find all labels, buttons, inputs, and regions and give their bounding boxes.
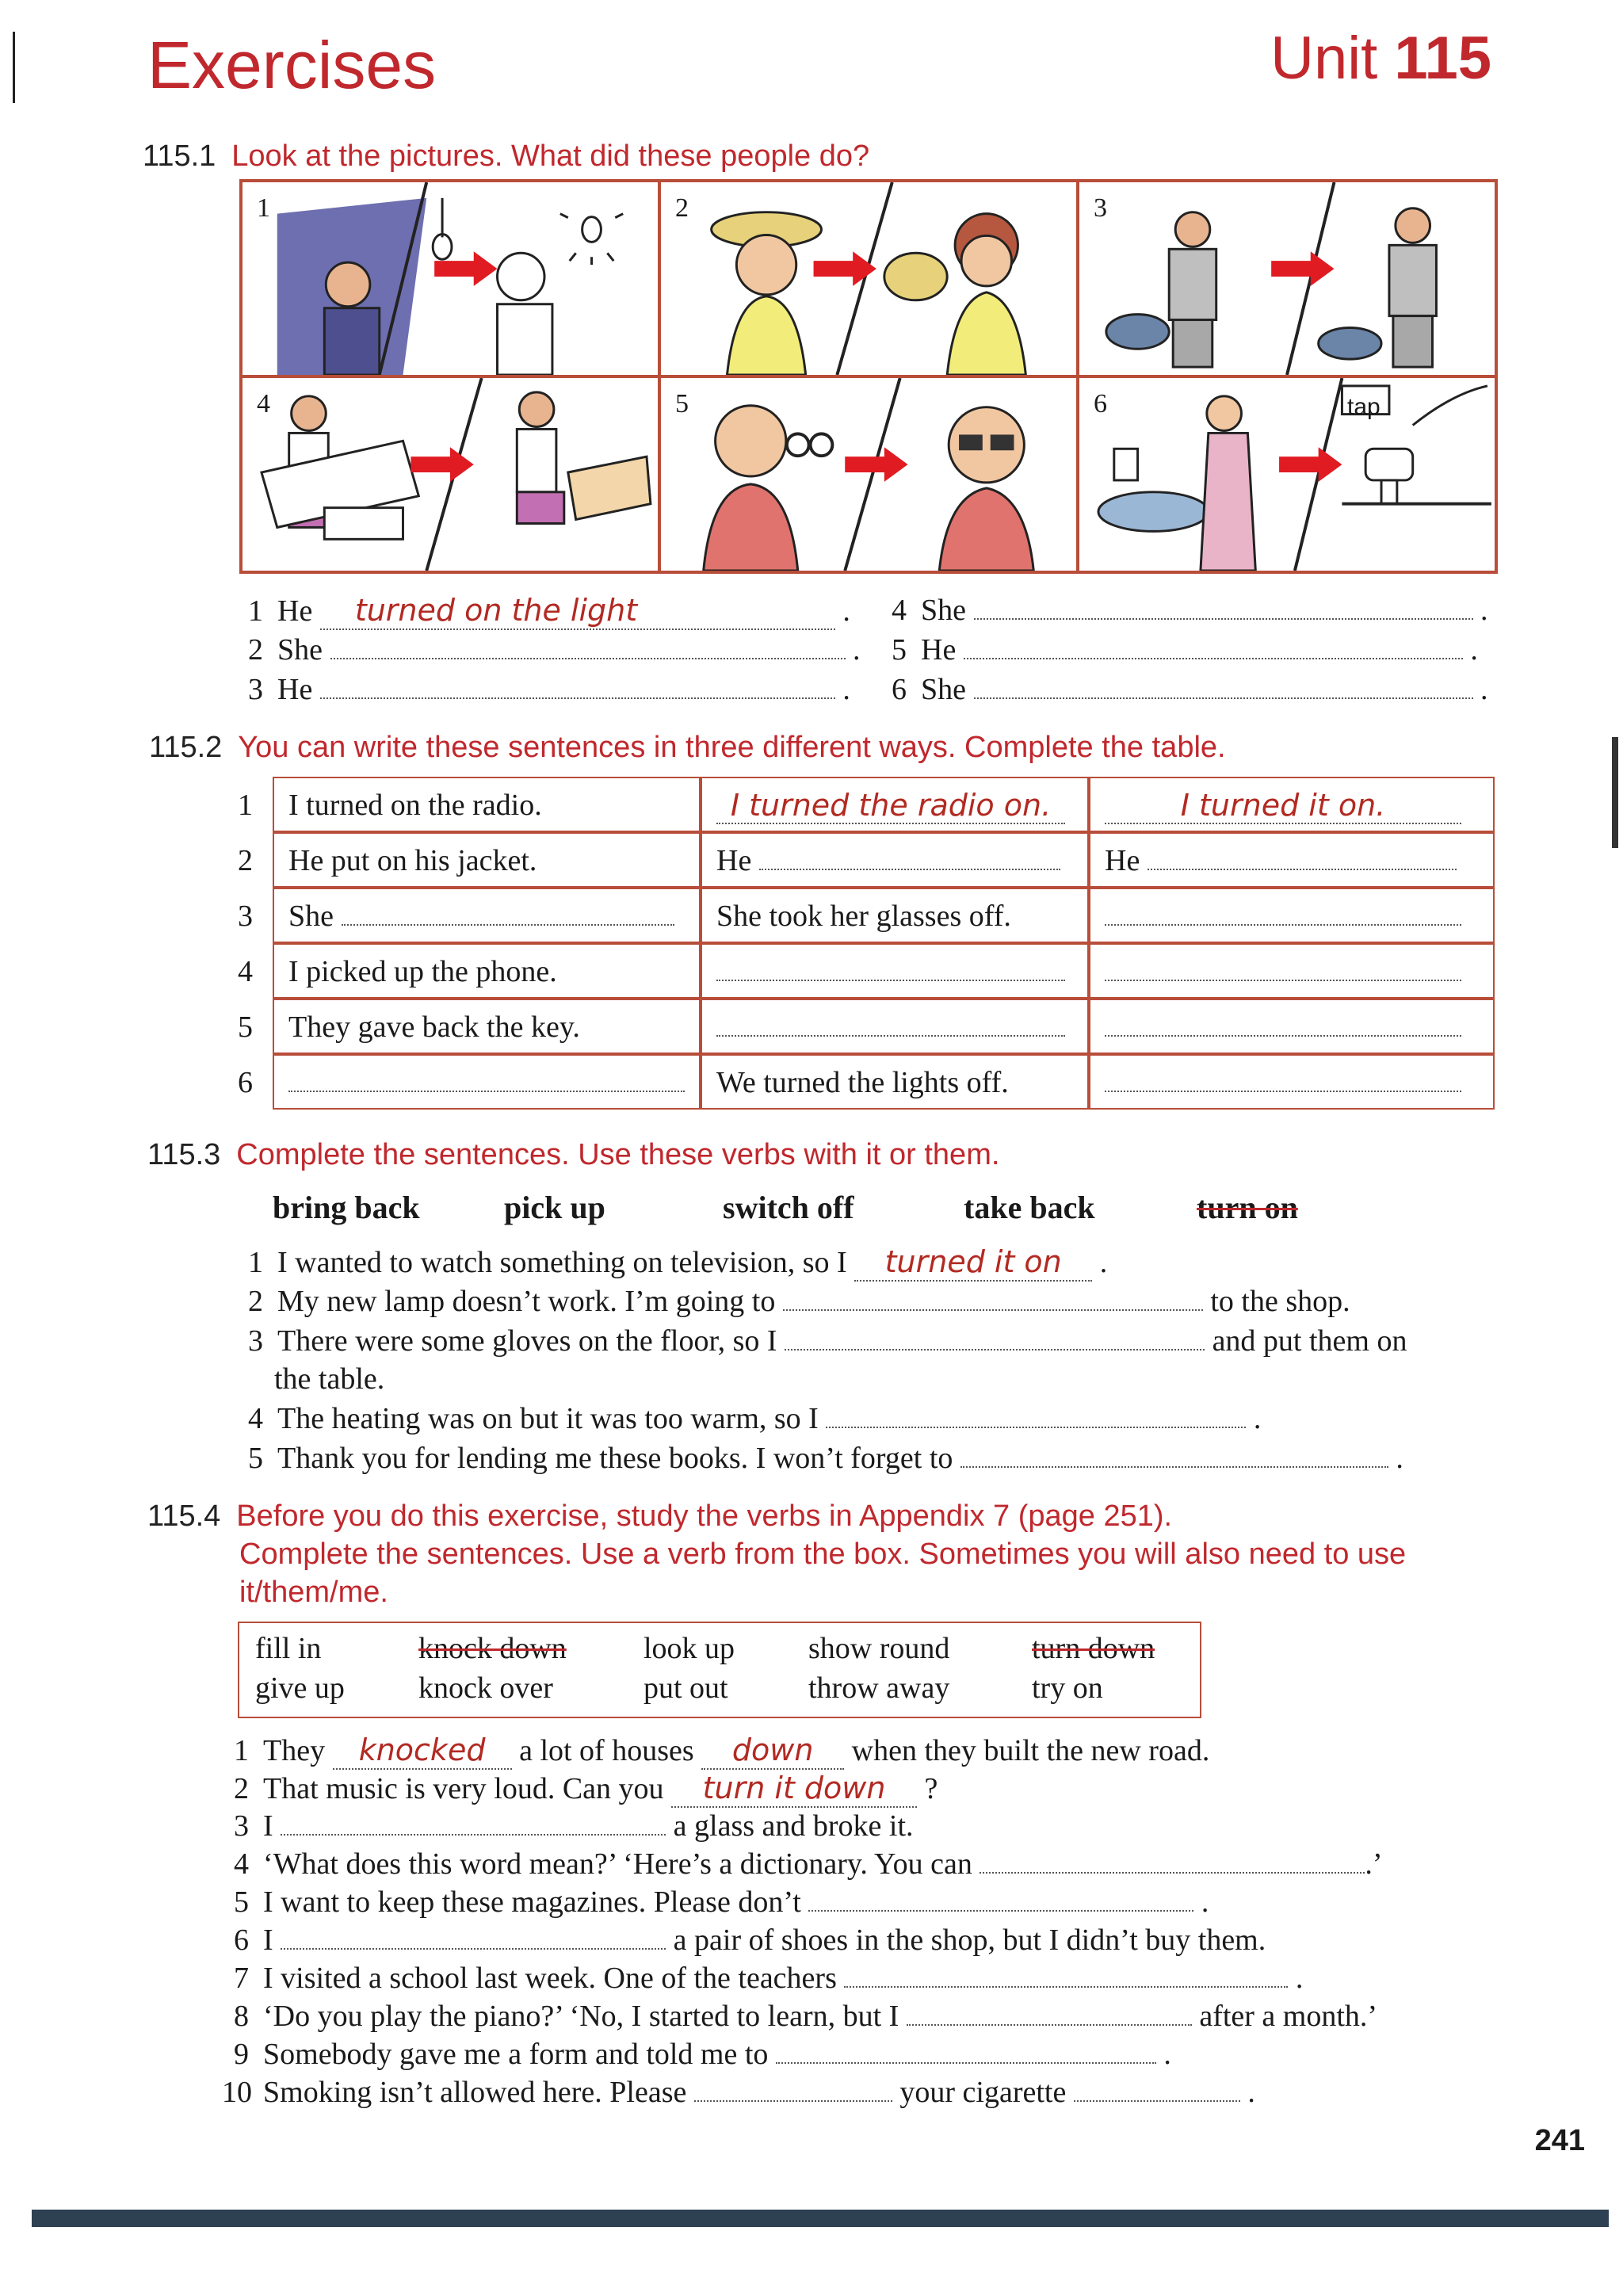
table-cell[interactable] — [1089, 1054, 1495, 1110]
table-row — [273, 888, 1495, 943]
line-end: a pair of shoes in the shop, but I didn’t buy them. — [673, 1924, 1266, 1957]
picture-number: 3 — [1094, 193, 1107, 223]
exercise-115-4-heading — [147, 1499, 1172, 1534]
picture-number: 6 — [1094, 389, 1107, 418]
line-subject: She — [277, 633, 323, 667]
exercise-number: 115.1 — [143, 139, 216, 173]
table-cell: I turned on the radio. — [273, 777, 701, 832]
handwritten-answer: I turned it on. — [1105, 788, 1461, 824]
ex4-line-4 — [222, 1847, 1383, 1881]
table-cell: We turned the lights off. — [701, 1054, 1089, 1110]
cell-prefix: She — [288, 900, 334, 933]
verb-option: bring back — [273, 1190, 420, 1225]
answer-blank[interactable] — [281, 1948, 666, 1950]
handwritten-answer: turn it down — [702, 1771, 886, 1805]
handwritten-answer: knocked — [358, 1733, 486, 1767]
answer-blank[interactable] — [783, 1309, 1203, 1311]
table-cell[interactable] — [701, 832, 1089, 888]
ex1-line-6: 6 She . — [880, 672, 1488, 707]
box-verb: knock over — [418, 1671, 553, 1705]
line-number: 5 — [234, 1885, 249, 1919]
ex1-line-3: 3 He . — [236, 672, 850, 707]
glasses-illustration — [661, 378, 1076, 571]
unit-number: 115 — [1394, 25, 1491, 92]
answer-blank[interactable] — [826, 1427, 1246, 1428]
line-end: . — [1201, 1885, 1209, 1919]
exercise-number: 115.4 — [147, 1499, 221, 1533]
line-text: Thank you for lending me these books. I won’t forget to — [277, 1442, 953, 1475]
line-number: 5 — [892, 633, 907, 667]
exercise-number: 115.3 — [147, 1138, 221, 1171]
table-row — [273, 999, 1495, 1054]
handwritten-answer: down — [731, 1733, 814, 1767]
picture-2 — [659, 181, 1078, 376]
box-verb-used: turn down — [1032, 1632, 1155, 1665]
row-number: 6 — [238, 1066, 253, 1099]
table-cell[interactable] — [273, 888, 701, 943]
box-verb: look up — [643, 1632, 735, 1665]
answer-blank[interactable] — [974, 697, 1473, 699]
picture-number: 2 — [675, 193, 689, 223]
line-end: and put them on — [1212, 1324, 1407, 1358]
handwritten-answer: turned it on — [884, 1244, 1062, 1279]
line-subject: He — [277, 594, 313, 628]
line-text: ‘Do you play the piano?’ ‘No, I started to learn, but I — [263, 2000, 899, 2033]
box-verb: try on — [1032, 1671, 1103, 1705]
ex4-line-5 — [222, 1885, 1209, 1920]
line-end: after a month.’ — [1199, 2000, 1378, 2033]
verb-option: take back — [964, 1190, 1095, 1225]
line-number: 5 — [248, 1442, 263, 1475]
line-end: a glass and broke it. — [673, 1809, 914, 1843]
box-verb: give up — [255, 1671, 345, 1705]
hat-illustration — [661, 182, 1076, 375]
line-text: Somebody gave me a form and told me to — [263, 2038, 769, 2071]
table-cell[interactable] — [273, 1054, 701, 1110]
line-number: 3 — [248, 1324, 263, 1358]
exercise-115-2-heading — [149, 731, 1226, 765]
line-number: 1 — [248, 1246, 263, 1279]
answer-blank[interactable] — [694, 2100, 892, 2102]
ex3-line-1 — [236, 1244, 1107, 1282]
line-end: . — [1247, 2076, 1255, 2109]
table-cell: They gave back the key. — [273, 999, 701, 1054]
answer-blank[interactable] — [974, 618, 1473, 620]
line-text: There were some gloves on the floor, so I — [277, 1324, 777, 1358]
box-verb: fill in — [255, 1632, 322, 1665]
table-cell: He put on his jacket. — [273, 832, 701, 888]
answer-blank[interactable] — [808, 1910, 1193, 1912]
line-text: Smoking isn’t allowed here. Please — [263, 2076, 687, 2109]
exercise-115-1-heading — [143, 139, 869, 174]
line-text: My new lamp doesn’t work. I’m going to — [277, 1285, 776, 1318]
line-number: 8 — [234, 2000, 249, 2033]
table-cell[interactable] — [1089, 999, 1495, 1054]
ex3-line-5 — [236, 1441, 1403, 1476]
line-text: I visited a school last week. One of the teachers — [263, 1962, 837, 1995]
tap-label: tap — [1347, 394, 1381, 420]
line-end: . — [1295, 1962, 1304, 1995]
ex4-line-7 — [222, 1961, 1303, 1996]
line-number: 3 — [234, 1809, 249, 1843]
unit-title — [1270, 24, 1491, 93]
row-number: 5 — [238, 1010, 253, 1044]
verb-option: pick up — [504, 1190, 605, 1225]
answer-blank[interactable] — [785, 1349, 1205, 1350]
exercise-number: 115.2 — [149, 731, 223, 764]
ex1-line-2: 2 She . — [236, 632, 861, 667]
line-end: when they built the new road. — [851, 1734, 1210, 1767]
line-end: . — [1099, 1246, 1108, 1279]
answer-blank[interactable] — [776, 2062, 1156, 2064]
line-number: 1 — [248, 594, 263, 628]
ex3-line-4 — [236, 1401, 1261, 1436]
ex3-line-3 — [236, 1324, 1407, 1358]
cell-prefix: He — [1105, 844, 1140, 877]
binding-rule — [13, 32, 15, 103]
line-number: 4 — [248, 1402, 263, 1435]
answer-blank[interactable] — [964, 658, 1463, 659]
row-number: 4 — [238, 955, 253, 988]
table-cell[interactable] — [1089, 888, 1495, 943]
line-end: . — [1163, 2038, 1171, 2071]
picture-3 — [1078, 181, 1496, 376]
answer-blank[interactable] — [320, 697, 835, 699]
line-subject: He — [277, 673, 313, 706]
sofa-illustration — [242, 378, 658, 571]
margin-marker — [1612, 737, 1618, 848]
row-number: 2 — [238, 844, 253, 877]
answer-blank[interactable] — [281, 1834, 666, 1836]
table-cell[interactable] — [1089, 943, 1495, 999]
exercise-115-3-heading — [147, 1138, 999, 1172]
exercise-instruction: Complete the sentences. Use a verb from the box. Sometimes you will also need to use — [239, 1538, 1407, 1571]
line-number: 2 — [248, 633, 263, 667]
rewrite-table — [273, 777, 1495, 1110]
line-text: They — [263, 1734, 326, 1767]
line-number: 2 — [248, 1285, 263, 1318]
line-number: 4 — [234, 1847, 249, 1881]
verb-option-used: turn on — [1197, 1190, 1298, 1225]
cell-prefix: He — [716, 844, 752, 877]
ex3-line-3-continued: the table. — [274, 1362, 385, 1396]
line-text: I want to keep these magazines. Please don’t — [263, 1885, 801, 1919]
line-end: . — [1396, 1442, 1403, 1475]
handwritten-answer: turned on the light — [354, 593, 638, 628]
table-cell[interactable] — [1089, 832, 1495, 888]
ex3-line-2 — [236, 1284, 1350, 1319]
unit-label: Unit — [1270, 25, 1378, 92]
table-cell: She took her glasses off. — [701, 888, 1089, 943]
line-number: 10 — [222, 2076, 252, 2109]
light-switch-illustration — [242, 182, 658, 375]
box-verb: show round — [808, 1632, 950, 1665]
line-end: ? — [924, 1772, 938, 1805]
line-number: 6 — [234, 1924, 249, 1957]
picture-number: 4 — [257, 389, 270, 418]
line-text: I — [263, 1809, 273, 1843]
table-row — [273, 943, 1495, 999]
table-row — [273, 832, 1495, 888]
tap-illustration — [1079, 378, 1495, 571]
table-cell — [701, 777, 1089, 832]
line-subject: She — [921, 594, 966, 627]
line-number: 4 — [892, 594, 907, 627]
table-cell: I picked up the phone. — [273, 943, 701, 999]
line-number: 6 — [892, 673, 907, 706]
page-title: Exercises — [147, 28, 437, 102]
picture-1 — [241, 181, 659, 376]
line-subject: She — [921, 673, 966, 706]
line-number: 1 — [234, 1734, 249, 1767]
ex4-line-2 — [222, 1771, 938, 1808]
table-row — [273, 1054, 1495, 1110]
box-verb: throw away — [808, 1671, 950, 1705]
line-text: ‘What does this word mean?’ ‘Here’s a dictionary. You can — [263, 1847, 972, 1881]
line-end: .’ — [1365, 1847, 1383, 1881]
ex4-line-3 — [222, 1809, 914, 1843]
line-number: 7 — [234, 1962, 249, 1995]
verb-box — [238, 1622, 1201, 1718]
ex1-line-5: 5 He . — [880, 632, 1478, 667]
ex1-line-4: 4 She . — [880, 593, 1488, 628]
footer-bar — [32, 2210, 1609, 2227]
picture-grid — [239, 179, 1498, 574]
picture-number: 5 — [675, 389, 689, 418]
line-text: I wanted to watch something on television, so I — [277, 1246, 847, 1279]
picture-4 — [241, 376, 659, 572]
exercise-instruction: Look at the pictures. What did these people do? — [231, 139, 870, 173]
picture-6 — [1078, 376, 1496, 572]
ex1-line-1: 1 He turned on the light . — [236, 593, 850, 630]
exercise-instruction: it/them/me. — [239, 1576, 388, 1609]
ex4-line-8 — [222, 1999, 1377, 2034]
line-text: I — [263, 1924, 273, 1957]
page-number: 241 — [1534, 2124, 1585, 2157]
ex4-line-9 — [222, 2037, 1171, 2072]
table-cell — [1089, 777, 1495, 832]
answer-blank[interactable] — [330, 658, 846, 659]
line-subject: He — [921, 633, 957, 667]
answer-blank[interactable] — [980, 1872, 1365, 1874]
line-text: The heating was on but it was too warm, so I — [277, 1402, 819, 1435]
box-verb-used: knock down — [418, 1632, 567, 1665]
answer-blank[interactable] — [1074, 2100, 1240, 2102]
answer-blank[interactable] — [844, 1986, 1288, 1988]
line-text: your cigarette — [899, 2076, 1067, 2109]
line-number: 3 — [248, 673, 263, 706]
line-number: 9 — [234, 2038, 249, 2071]
exercise-instruction: Before you do this exercise, study the verbs in Appendix 7 (page 251). — [236, 1499, 1173, 1533]
ex4-line-6 — [222, 1923, 1266, 1958]
table-row — [273, 777, 1495, 832]
line-number: 2 — [234, 1772, 249, 1805]
line-text: That music is very loud. Can you — [263, 1772, 664, 1805]
bag-illustration — [1079, 182, 1495, 375]
answer-blank[interactable] — [907, 2024, 1192, 2026]
table-cell[interactable] — [701, 943, 1089, 999]
row-number: 3 — [238, 900, 253, 933]
exercise-instruction: Complete the sentences. Use these verbs with it or them. — [236, 1138, 1000, 1171]
line-text: a lot of houses — [519, 1734, 694, 1767]
line-end: . — [1253, 1402, 1262, 1435]
row-number: 1 — [238, 789, 253, 822]
table-cell[interactable] — [701, 999, 1089, 1054]
picture-number: 1 — [257, 193, 270, 223]
answer-blank[interactable] — [960, 1466, 1388, 1468]
ex4-line-1 — [222, 1733, 1209, 1770]
handwritten-answer: I turned the radio on. — [716, 788, 1065, 824]
ex4-line-10 — [222, 2075, 1255, 2110]
picture-5 — [659, 376, 1078, 572]
verb-option: switch off — [723, 1190, 854, 1225]
exercise-instruction: You can write these sentences in three different ways. Complete the table. — [238, 731, 1226, 764]
line-end: to the shop. — [1210, 1285, 1350, 1318]
box-verb: put out — [643, 1671, 728, 1705]
